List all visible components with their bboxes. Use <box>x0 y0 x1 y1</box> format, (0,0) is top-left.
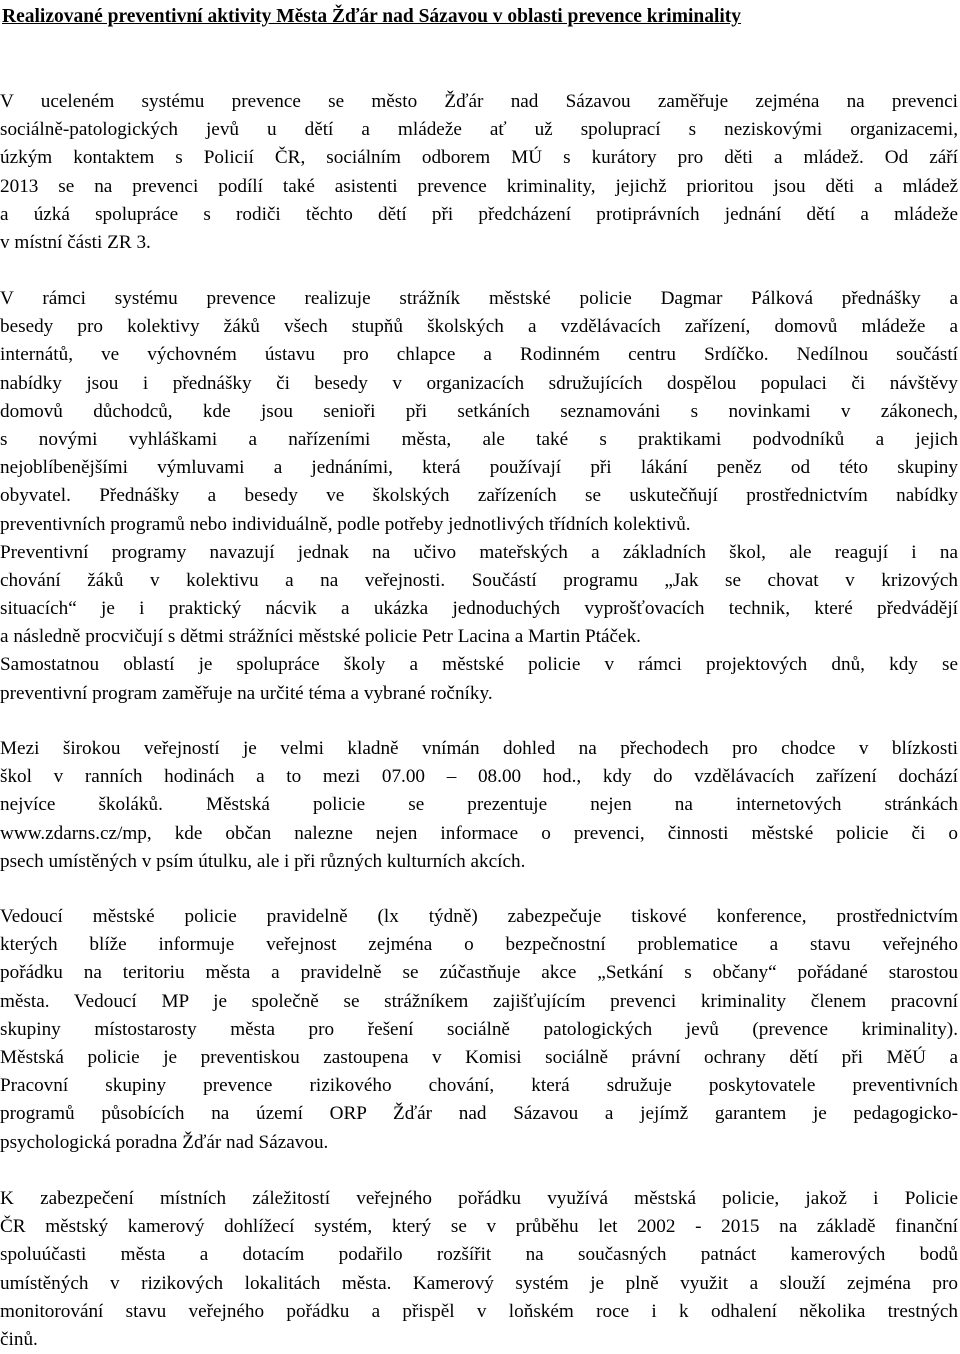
text-line: 2013 se na prevenci podílí také asistenti prevence kriminality, jejichž prioritou jsou děti a mládež <box>0 175 958 197</box>
text-line: úzkým kontaktem s Policií ČR, sociálním odborem MÚ s kurátory pro děti a mládež. Od září <box>0 147 958 169</box>
text-line: skupiny místostarosty města pro řešení sociálně patologických jevů (prevence kriminality). <box>0 1018 958 1040</box>
text-line: činů. <box>0 1328 38 1350</box>
text-line: Samostatnou oblastí je spolupráce školy a městské policie v rámci projektových dnů, kdy se <box>0 654 958 676</box>
paragraph-lectures <box>0 285 958 708</box>
text-line: umístěných v rizikových lokalitách města. Kamerový systém je plně využit a slouží zejména pro <box>0 1272 958 1294</box>
text-line: psychologická poradna Žďár nad Sázavou. <box>0 1131 329 1153</box>
text-line: chování žáků v kolektivu a na veřejnosti. Součástí programu „Jak se chovat v krizových <box>0 569 958 591</box>
paragraph-camera-system <box>0 1185 958 1354</box>
text-line: psech umístěných v psím útulku, ale i při různých kulturních akcích. <box>0 850 526 872</box>
text-line: Městská policie je preventiskou zastoupena v Komisi sociálně právní ochrany dětí při MěÚ a <box>0 1046 958 1068</box>
text-line: Preventivní programy navazují jednak na učivo mateřských a základních škol, ale reagují i na <box>0 541 958 563</box>
text-line: V rámci systému prevence realizuje strážník městské policie Dagmar Pálková přednášky a <box>0 288 958 309</box>
text-line: monitorování stavu veřejného pořádku a přispěl v loňském roce i k odhalení několika trestných <box>0 1300 958 1322</box>
text-line: v místní části ZR 3. <box>0 231 151 253</box>
text-line: Mezi širokou veřejností je velmi kladně vnímán dohled na přechodech pro chodce v blízkosti <box>0 738 958 759</box>
text-line: internátů, ve výchovném ústavu pro chlapce a Rodinném centru Srdíčko. Nedílnou součástí <box>0 344 958 366</box>
document-title: Realizované preventivní aktivity Města Žďár nad Sázavou v oblasti prevence kriminality <box>2 6 742 27</box>
text-line: preventivních programů nebo individuálně, podle potřeby jednotlivých třídních kolektivů. <box>0 513 691 535</box>
text-line: spoluúčasti města a dotacím podařilo rozšířit na současných patnáct kamerových bodů <box>0 1244 958 1266</box>
text-line: K zabezpečení místních záležitostí veřejného pořádku využívá městská policie, jakož i Policie <box>0 1188 958 1209</box>
text-line: pořádku na teritoriu města a pravidelně se zúčastňuje akce „Setkání s občany“ pořádané starostou <box>0 962 958 984</box>
text-line: s novými vyhláškami a nařízeními města, ale také s praktikami podvodníků a jejich <box>0 428 958 450</box>
text-line: nejoblíbenějšími výmluvami a jednáními, která používají při lákání peněz od této skupiny <box>0 457 958 479</box>
text-line: škol v ranních hodinách a to mezi 07.00 – 08.00 hod., kdy do vzdělávacích zařízení dochází <box>0 766 958 788</box>
text-line: domovů důchodců, kde jsou senioři při setkáních seznamováni s novinkami v zákonech, <box>0 400 958 422</box>
paragraph-crossings <box>0 735 958 876</box>
paragraph-police-head <box>0 903 958 1157</box>
text-line: nejvíce školáků. Městská policie se prezentuje nejen na internetových stránkách <box>0 794 958 816</box>
text-line: Vedoucí městské policie pravidelně (lx týdně) zabezpečuje tiskové konference, prostřednictvím <box>0 906 958 927</box>
text-line: nabídky jsou i přednášky či besedy v organizacích sdružujících dospělou populaci či návštěvy <box>0 372 958 394</box>
text-line: programů působících na území ORP Žďár nad Sázavou a jejímž garantem je pedagogicko- <box>0 1103 958 1125</box>
text-line: a následně procvičují s dětmi strážníci městské policie Petr Lacina a Martin Ptáček. <box>0 626 641 648</box>
text-line: a úzká spolupráce s rodiči těchto dětí při předcházení protiprávních jednání dětí a mládeže <box>0 203 958 225</box>
text-line: situacích“ je i praktický nácvik a ukázka jednoduchých vyprošťovacích technik, které předvádějí <box>0 598 958 620</box>
text-line: preventivní program zaměřuje na určité téma a vybrané ročníky. <box>0 682 493 704</box>
paragraph-prevention-system <box>0 88 958 257</box>
text-line: města. Vedoucí MP je společně se strážníkem zajišťujícím prevenci kriminality členem pracovní <box>0 990 958 1012</box>
text-line: sociálně-patologických jevů u dětí a mládeže ať už spoluprací s neziskovými organizacemi, <box>0 119 958 141</box>
text-line: besedy pro kolektivy žáků všech stupňů školských a vzdělávacích zařízení, domovů mládeže a <box>0 316 958 338</box>
text-line: Pracovní skupiny prevence rizikového chování, která sdružuje poskytovatele preventivních <box>0 1075 958 1097</box>
text-line: ČR městský kamerový dohlížecí systém, který se v průběhu let 2002 - 2015 na základě finanční <box>0 1216 958 1238</box>
text-line: obyvatel. Přednášky a besedy ve školských zařízeních se uskutečňují prostřednictvím nabídky <box>0 485 958 507</box>
text-line: www.zdarns.cz/mp, kde občan nalezne nejen informace o prevenci, činnosti městské policie či o <box>0 822 958 844</box>
text-line: V uceleném systému prevence se město Žďár nad Sázavou zaměřuje zejména na prevenci <box>0 91 958 112</box>
text-line: kterých blíže informuje veřejnost zejména o bezpečnostní problematice a stavu veřejného <box>0 934 958 956</box>
